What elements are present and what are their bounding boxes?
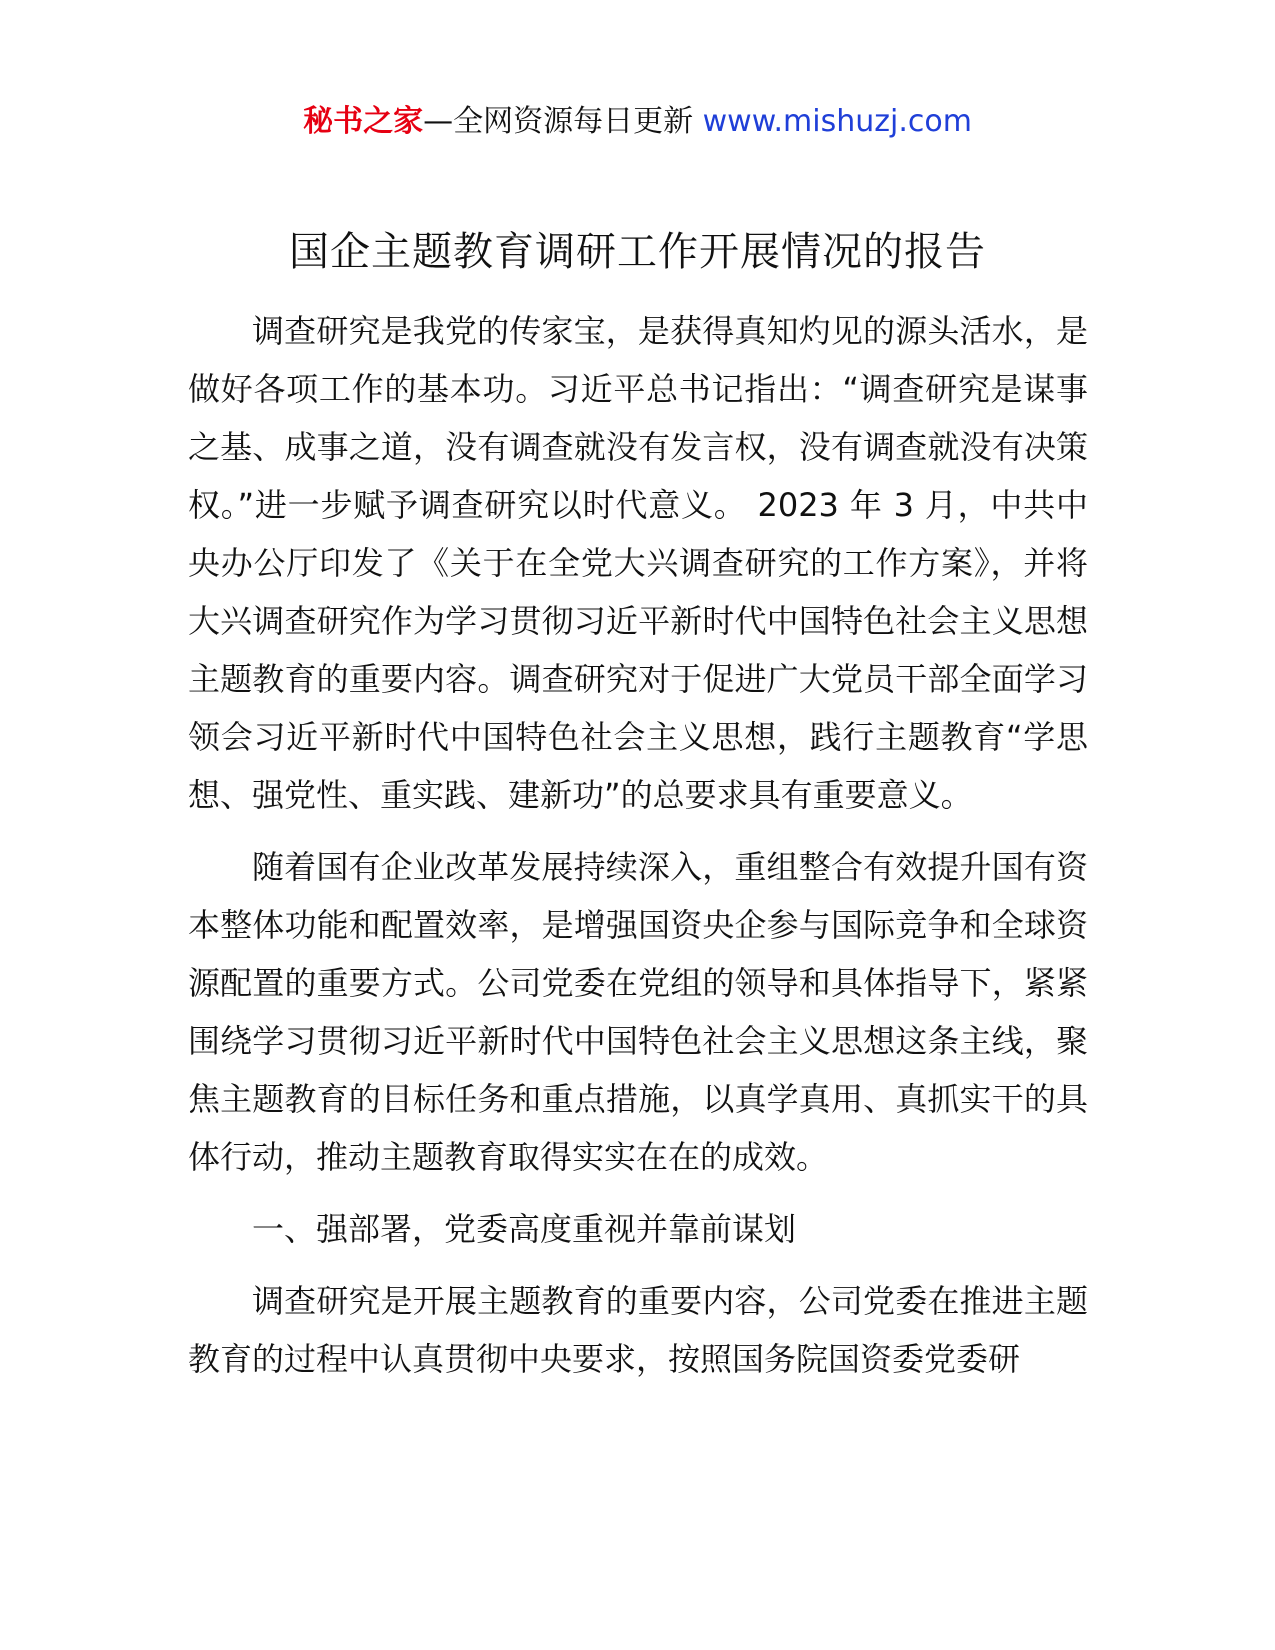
site-slogan: —全网资源每日更新 xyxy=(423,104,694,139)
site-header xyxy=(0,100,1275,144)
document-title: 国企主题教育调研工作开展情况的报告 xyxy=(289,229,986,275)
paragraph-background: 随着国有企业改革发展持续深入，重组整合有效提升国有资本整体功能和配置效率，是增强国资央企参与国际竞争和全球资源配置的重要方式。公司党委在党组的领导和具体指导下，紧紧围绕学习贯彻习近平新时代中国特色社会主义思想这条主线，聚焦主题教育的目标任务和重点措施，以真学真用、真抓实干的具体行动，推动主题教育取得实实在在的成效。 xyxy=(188,848,1088,1176)
site-brand[interactable]: 秘书之家 xyxy=(303,104,424,139)
site-url-link[interactable]: www.mishuzj.com xyxy=(702,104,972,139)
section-heading-1: 一、强部署，党委高度重视并靠前谋划 xyxy=(252,1210,797,1248)
paragraph-section-1: 调查研究是开展主题教育的重要内容，公司党委在推进主题教育的过程中认真贯彻中央要求，按照国务院国资委党委研 xyxy=(188,1282,1088,1378)
paragraph-intro: 调查研究是我党的传家宝，是获得真知灼见的源头活水，是做好各项工作的基本功。习近平总书记指出：“调查研究是谋事之基、成事之道，没有调查就没有发言权，没有调查就没有决策权。”进一步赋予调查研究以时代意义。 2023 年 3 月，中共中央办公厅印发了《关于在全党大兴调查研究的工作方案》，并将大兴调查研究作为学习贯彻习近平新时代中国特色社会主义思想主题教育的重要内容。调查研究对于促进广大党员干部全面学习领会习近平新时代中国特色社会主义思想，践行主题教育“学思想、强党性、重实践、建新功”的总要求具有重要意义。 xyxy=(188,312,1088,814)
document-body xyxy=(188,302,1088,1402)
